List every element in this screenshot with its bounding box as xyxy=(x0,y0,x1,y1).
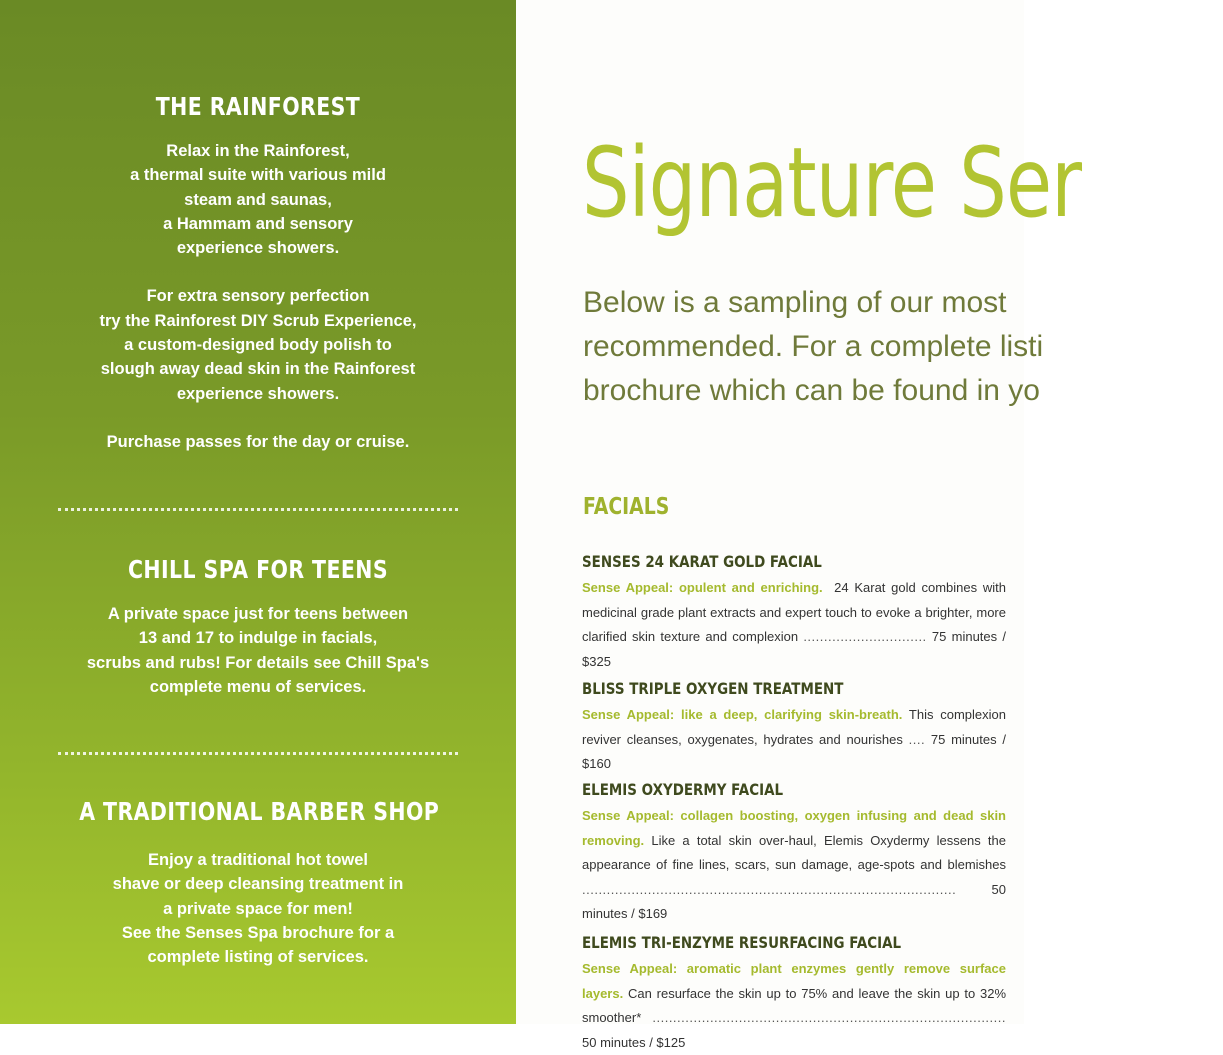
treatment-details: 24 Karat gold combines with medicinal grade plant extracts and expert touch to evoke a brighter, more clarified skin texture and complexion xyxy=(582,580,1006,644)
chill-spa-description: A private space just for teens between 13 and 17 to indulge in facials, scrubs and rubs! For details see Chill Spa's complete menu of services. xyxy=(86,605,430,696)
treatment-name: BLISS TRIPLE OXYGEN TREATMENT xyxy=(582,679,844,698)
intro-text: Below is a sampling of our most recommended. For a complete listi brochure which can be found in yo xyxy=(583,286,1044,407)
treatment-description xyxy=(582,703,1006,777)
rainforest-heading: THE RAINFOREST xyxy=(155,92,361,121)
treatment-name: ELEMIS TRI-ENZYME RESURFACING FACIAL xyxy=(582,933,902,952)
dot-leader: ........................................................................................... xyxy=(582,881,957,897)
dot-leader: .... xyxy=(908,731,926,747)
treatment-description xyxy=(582,804,1006,927)
barber-shop-section xyxy=(40,797,476,969)
barber-shop-description: Enjoy a traditional hot towel shave or deep cleansing treatment in a private space for men! See the Senses Spa brochure for a complete listing of services. xyxy=(112,851,404,967)
treatment-price: 75 minutes / $325 xyxy=(582,629,1006,669)
right-panel xyxy=(516,0,1082,1050)
treatment-name: ELEMIS OXYDERMY FACIAL xyxy=(582,780,784,799)
chill-spa-section xyxy=(40,555,476,699)
dot-leader: ...................................................................................... xyxy=(652,1010,1006,1025)
rainforest-passes-note: Purchase passes for the day or cruise. xyxy=(106,432,410,451)
section-divider xyxy=(58,508,458,511)
treatment-price: 50 minutes / $125 xyxy=(582,1034,686,1050)
chill-spa-heading: CHILL SPA FOR TEENS xyxy=(127,555,389,584)
sense-appeal: Sense Appeal: opulent and enriching. xyxy=(582,580,823,595)
treatment-details: This complexion reviver cleanses, oxygenates, hydrates and nourishes xyxy=(582,707,1006,747)
treatment-description xyxy=(582,957,1006,1055)
left-panel xyxy=(0,0,516,1024)
barber-shop-heading: A TRADITIONAL BARBER SHOP xyxy=(79,797,440,826)
treatment-item xyxy=(582,552,1006,674)
sense-appeal: Sense Appeal: aromatic plant enzymes gently remove surface layers. xyxy=(582,961,1006,1001)
page-title: Signature Ser xyxy=(582,127,1082,239)
treatment-details: Like a total skin over-haul, Elemis Oxydermy lessens the appearance of fine lines, scars, sun damage, age-spots and blemishes xyxy=(582,832,1006,872)
rainforest-description: Relax in the Rainforest, a thermal suite with various mild steam and saunas, a Hammam and sensory experience showers. xyxy=(130,142,386,258)
treatment-item xyxy=(582,780,1006,927)
treatment-name: SENSES 24 KARAT GOLD FACIAL xyxy=(582,552,822,571)
treatment-price: 75 minutes / $160 xyxy=(582,731,1006,771)
rainforest-section xyxy=(40,92,476,454)
facials-heading: FACIALS xyxy=(583,494,670,520)
section-divider xyxy=(58,752,458,755)
dot-leader: .............................. xyxy=(803,629,927,644)
treatment-item xyxy=(582,679,1006,777)
treatment-item xyxy=(582,933,1006,1055)
treatment-details: Can resurface the skin up to 75% and leave the skin up to 32% smoother* xyxy=(582,985,1007,1025)
rainforest-scrub-description: For extra sensory perfection try the Rainforest DIY Scrub Experience, a custom-designed body polish to slough away dead skin in the Rainforest experience showers. xyxy=(99,287,417,403)
treatment-price: 50 minutes / $169 xyxy=(582,881,1006,921)
sense-appeal: Sense Appeal: like a deep, clarifying skin-breath. xyxy=(582,707,903,722)
treatment-description xyxy=(582,576,1006,674)
sense-appeal: Sense Appeal: collagen boosting, oxygen infusing and dead skin removing. xyxy=(582,808,1006,848)
